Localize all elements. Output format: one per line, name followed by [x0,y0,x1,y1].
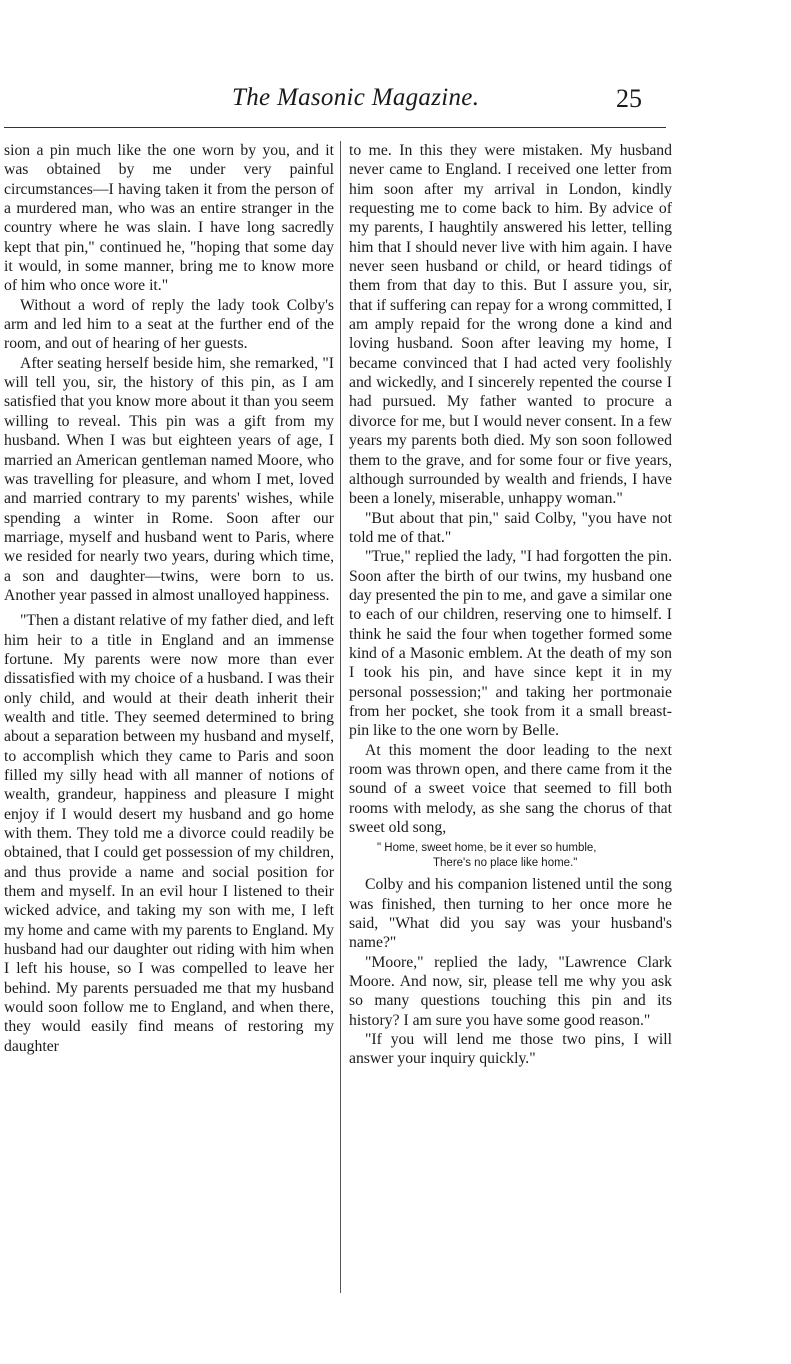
song-verse [349,841,672,871]
right-column [349,141,672,1069]
paragraph: Colby and his companion listened until the song was finished, then turning to her once more he said, "What did you say was your husband's name?" [349,876,672,952]
paragraph: sion a pin much like the one worn by you, and it was obtained by me under very painful circumstances—I having taken it from the person of a murdered man, who was an entire stranger in the country where he was slain. I have long sacredly kept that pin," continued he, "hoping that some day it would, in some manner, bring me to know more of him who once wore it." [4,142,334,295]
verse-line: There's no place like home." [433,857,578,870]
header-rule [4,127,666,128]
verse-line: " Home, sweet home, be it ever so humble, [377,842,597,855]
paragraph: After seating herself beside him, she remarked, "I will tell you, sir, the history of this pin, as I am satisfied that you know more about it than you seem willing to reveal. This pin was a gift from my husband. When I was but eighteen years of age, I married an American gentleman named Moore, who was travelling for pleasure, and whom I met, loved and married contrary to my parents' wishes, while spending a winter in Rome. Soon after our marriage, myself and husband went to Paris, where we resided for nearly two years, during which time, a son and daughter—twins, were born to us. Another year passed in almost unalloyed happiness. [4,354,334,604]
column-divider [340,141,341,1293]
paragraph: "True," replied the lady, "I had forgotten the pin. Soon after the birth of our twins, my husband one day presented the pin to me, and gave a similar one to each of our children, reserving one to himself. I think he said the four when together formed some kind of a Masonic emblem. At the death of my son I took his pin, and have since kept it in my personal possession;" and taking her portmonaie from her pocket, she took from it a small breast-pin like to the one worn by Belle. [349,548,672,740]
page-number: 25 [616,84,642,113]
paragraph: At this moment the door leading to the next room was thrown open, and there came from it the sound of a sweet voice that seemed to fill both rooms with melody, as she sang the chorus of that sweet old song, [349,741,672,837]
paragraph: "Then a distant relative of my father died, and left him heir to a title in England and an immense fortune. My parents were now more than ever dissatisfied with my choice of a husband. I was their only child, and would at their death inherit their wealth and title. They seemed determined to bring about a separation between my husband and myself, to accomplish which they came to Paris and soon filled my silly head with all manner of notions of wealth, grandeur, happiness and pleasure I might enjoy if I would desert my husband and go home with them. They told me a divorce could readily be obtained, that I could get possession of my children, and thus provide a name and social position for them and myself. In an evil hour I listened to their wicked advice, and taking my son with me, I left my home and came with my parents to England. My husband had our daughter out riding with him when I left his house, so I was compelled to leave her behind. My parents persuaded me that my husband would soon follow me to England, and when there, they would easily find means of restoring my daughter [4,612,334,1055]
left-column [4,141,334,1056]
paragraph: to me. In this they were mistaken. My husband never came to England. I received one letter from him soon after my arrival in London, kindly requesting me to come back to him. By advice of my parents, I haughtily answered his letter, telling him that I should never live with him again. I have never seen husband or child, or heard tidings of them from that day to this. But I assure you, sir, that if suffering can repay for a wrong committed, I am amply repaid for the wrong done a kind and loving husband. Soon after leaving my home, I became convinced that I had acted very foolishly and wickedly, and I sincerely repented the course I had pursued. My father wanted to procure a divorce for me, but I would never consent. In a few years my parents both died. My son soon followed them to the grave, and for some four or five years, although surrounded by wealth and friends, I have been a lonely, miserable, unhappy woman." [349,142,672,508]
paragraph: Without a word of reply the lady took Colby's arm and led him to a seat at the further end of the room, and out of hearing of her guests. [4,296,334,353]
paragraph: "But about that pin," said Colby, "you have not told me of that." [349,509,672,546]
running-title: The Masonic Magazine. [232,84,480,111]
paragraph: "If you will lend me those two pins, I will answer your inquiry quickly." [349,1031,672,1068]
paragraph: "Moore," replied the lady, "Lawrence Clark Moore. And now, sir, please tell me why you ask so many questions touching this pin and its history? I am sure you have some good reason." [349,953,672,1029]
